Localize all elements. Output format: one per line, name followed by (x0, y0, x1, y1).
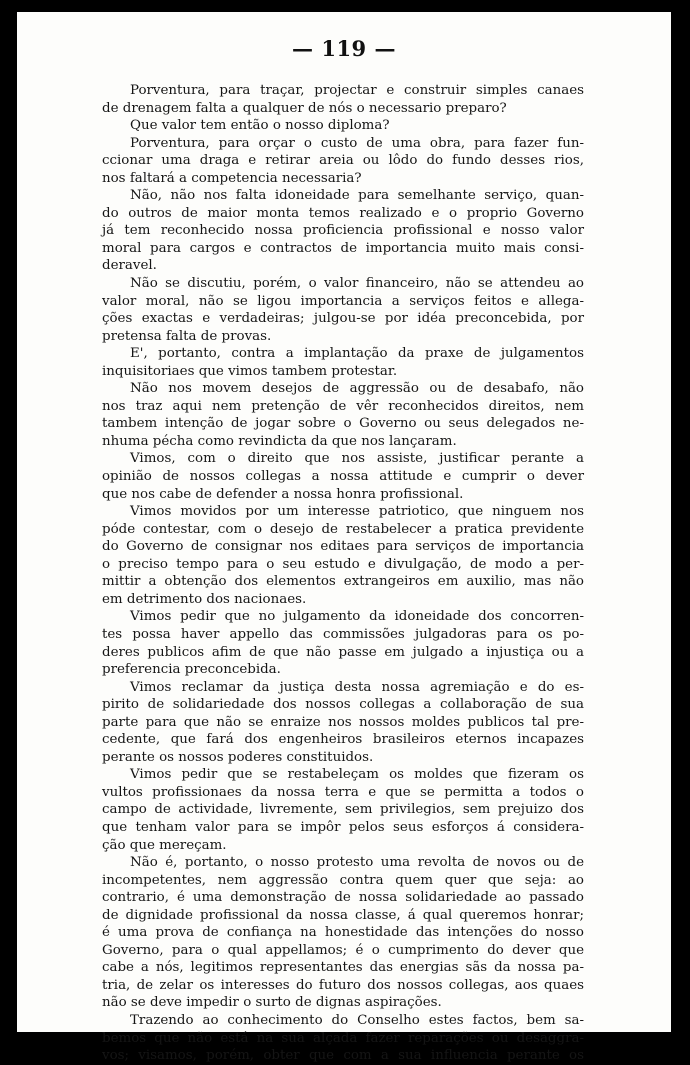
text-line: em detrimento dos nacionaes. (102, 591, 307, 607)
text-line: deravel. (102, 258, 157, 274)
text-line: nhuma pécha como revindicta da que nos lançaram. (102, 433, 457, 449)
paragraph (102, 766, 584, 854)
paragraph (102, 503, 584, 608)
document-page (17, 12, 671, 1064)
text-line: Não, não nos falta idoneidade para semelhante serviço, quan- (130, 188, 584, 204)
text-line: póde contestar, com o desejo de restabelecer a pratica previdente (102, 521, 584, 537)
text-line: vultos profissionaes da nossa terra e que se permitta a todos o (102, 784, 584, 800)
text-line: deres publicos afim de que não passe em julgado a injustiça ou a (102, 644, 584, 660)
text-line: tambem intenção de jogar sobre o Governo ou seus delegados ne- (102, 416, 584, 432)
text-line: já tem reconhecido nossa proficiencia profissional e nosso valor (102, 223, 584, 239)
text-line: inquisitoriaes que vimos tambem protestar. (102, 363, 398, 379)
text-line: o preciso tempo para o seu estudo e divulgação, de modo a per- (102, 556, 584, 572)
paragraph (102, 854, 584, 1012)
paragraph (102, 1012, 584, 1065)
text-line: contrario, é uma demonstração de nossa solidariedade ao passado (102, 890, 584, 906)
text-line: cabe a nós, legitimos representantes das energias sãs da nossa pa- (102, 960, 584, 976)
paragraph (102, 275, 584, 345)
text-line: que tenham valor para se impôr pelos seus esforços á considera- (102, 819, 584, 835)
text-line: nos traz aqui nem pretenção de vêr reconhecidos direitos, nem (102, 398, 584, 414)
text-line: Trazendo ao conhecimento do Conselho estes factos, bem sa- (130, 1012, 584, 1028)
text-line: Vimos pedir que se restabeleçam os moldes que fizeram os (130, 767, 584, 783)
paragraph (102, 608, 584, 678)
text-line: ccionar uma draga e retirar areia ou lôdo do fundo desses rios, (102, 153, 584, 169)
text-line: é uma prova de confiança na honestidade das intenções do nosso (102, 925, 584, 941)
text-line: opinião de nossos collegas a nossa attitude e cumprir o dever (102, 469, 584, 485)
text-line: Não se discutiu, porém, o valor financeiro, não se attendeu ao (130, 276, 584, 292)
text-line: não se deve impedir o surto de dignas aspirações. (102, 995, 442, 1011)
text-line: pretensa falta de provas. (102, 328, 272, 344)
text-line: perante os nossos poderes constituidos. (102, 749, 374, 765)
text-line: moral para cargos e contractos de importancia muito mais consi- (102, 240, 584, 256)
paragraph (102, 117, 584, 135)
text-line: E', portanto, contra a implantação da praxe de julgamentos (130, 346, 584, 362)
text-line: valor moral, não se ligou importancia a serviços feitos e allega- (102, 293, 584, 309)
text-line: Vimos reclamar da justiça desta nossa agremiação e do es- (130, 679, 584, 695)
paragraph (102, 82, 584, 117)
text-line: que nos cabe de defender a nossa honra profissional. (102, 486, 464, 502)
text-line: do outros de maior monta temos realizado e o proprio Governo (102, 205, 584, 221)
paragraph (102, 187, 584, 275)
text-line: Não nos movem desejos de aggressão ou de desabafo, não (130, 381, 584, 397)
text-line: de dignidade profissional da nossa classe, á qual queremos honrar; (102, 907, 584, 923)
text-line: Porventura, para traçar, projectar e construir simples canaes (130, 83, 584, 98)
paragraph (102, 380, 584, 450)
text-line: ções exactas e verdadeiras; julgou-se por idéa preconcebida, por (102, 311, 584, 327)
paragraph (102, 679, 584, 767)
text-line: ção que mereçam. (102, 837, 227, 853)
body-text (102, 82, 584, 1065)
page-number: — 119 — (292, 36, 396, 61)
text-line: Vimos movidos por um interesse patriotico, que ninguem nos (130, 504, 584, 520)
text-line: cedente, que fará dos engenheiros brasileiros eternos incapazes (102, 732, 584, 748)
text-line: pirito de solidariedade dos nossos collegas a collaboração de sua (102, 697, 584, 713)
text-line: de drenagem falta a qualquer de nós o necessario preparo? (102, 100, 507, 116)
text-line: Não é, portanto, o nosso protesto uma revolta de novos ou de (130, 855, 584, 871)
text-line: nos faltará a competencia necessaria? (102, 170, 362, 186)
paragraph (102, 135, 584, 188)
text-line: mittir a obtenção dos elementos extrangeiros em auxilio, mas não (102, 574, 584, 590)
text-line: tria, de zelar os interesses do futuro dos nossos collegas, aos quaes (102, 977, 584, 993)
text-line: incompetentes, nem aggressão contra quem quer que seja: ao (102, 872, 584, 888)
text-line: do Governo de consignar nos editaes para serviços de importancia (102, 539, 584, 555)
text-line: Governo, para o qual appellamos; é o cumprimento do dever que (102, 942, 584, 958)
text-line: parte para que não se enraize nos nossos moldes publicos tal pre- (102, 714, 584, 730)
text-line: tes possa haver appello das commissões julgadoras para os po- (102, 626, 584, 642)
text-line: campo de actividade, livremente, sem privilegios, sem prejuizo dos (102, 802, 584, 818)
text-line: Vimos, com o direito que nos assiste, justificar perante a (130, 451, 584, 467)
text-line: bemos que não está na sua alçada fazer reparações ou desaggra- (102, 1030, 584, 1046)
text-line: Porventura, para orçar o custo de uma obra, para fazer fun- (130, 135, 584, 151)
paragraph (102, 345, 584, 380)
text-line: Vimos pedir que no julgamento da idoneidade dos concorren- (130, 609, 584, 625)
text-line: Que valor tem então o nosso diploma? (130, 118, 390, 134)
paragraph (102, 450, 584, 503)
text-line: preferencia preconcebida. (102, 662, 281, 678)
text-line: vos; visamos, porém, obter que com a sua influencia perante os (102, 1048, 584, 1064)
